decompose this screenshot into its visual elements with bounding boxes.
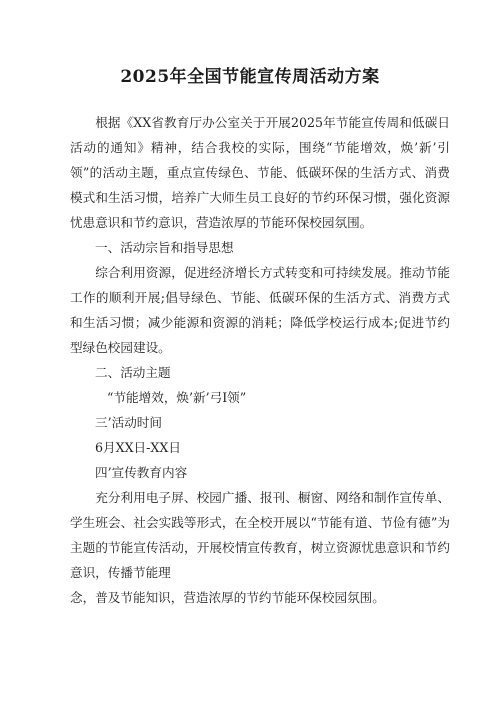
section-3-dates: 6月XX日-XX日 bbox=[95, 440, 181, 455]
section-4-heading: 四’宣传教育内容 bbox=[95, 465, 188, 480]
section-4-paragraph-tail: 念，普及节能知识，营造浓厚的节约节能环保校园氛围。 bbox=[70, 590, 385, 605]
document-title: 2025年全国节能宣传周活动方案 bbox=[120, 67, 380, 87]
intro-paragraph: 根据《XX省教育厅办公室关于开展2025年节能宣传周和低碳日活动的通知》精神，结合我校的实际，围绕“节能增效，焕’新’引领”的活动主题，重点宣传绿色、节能、低碳环保的生活方式、消费模式和生活习惯，培养广大师生员工良好的节约环保习惯，强化资源忧患意识和节约意识，营造浓厚的节能环保校园氛围。 bbox=[70, 115, 450, 230]
section-3-heading: 三’活动时间 bbox=[95, 415, 162, 430]
section-1-heading: 一、活动宗旨和指导思想 bbox=[95, 240, 234, 255]
document-body bbox=[70, 110, 450, 610]
section-1-paragraph: 综合利用资源，促进经济增长方式转变和可持续发展。推动节能工作的顺利开展;倡导绿色、节能、低碳环保的生活方式、消费方式和生活习惯；减少能源和资源的消耗；降低学校运行成本;促进节约型绿色校园建设。 bbox=[70, 265, 450, 355]
section-4-paragraph: 充分利用电子屏、校园广播、报刊、橱窗、网络和制作宣传单、学生班会、社会实践等形式，在全校开展以“节能有道、节俭有德”为主题的节能宣传活动，开展校情宣传教育，树立资源忧患意识和节约意识，传播节能理 bbox=[70, 490, 450, 580]
section-2-theme: “节能增效，焕’新’弓I领” bbox=[107, 390, 247, 405]
section-2-heading: 二、活动主题 bbox=[95, 365, 171, 380]
